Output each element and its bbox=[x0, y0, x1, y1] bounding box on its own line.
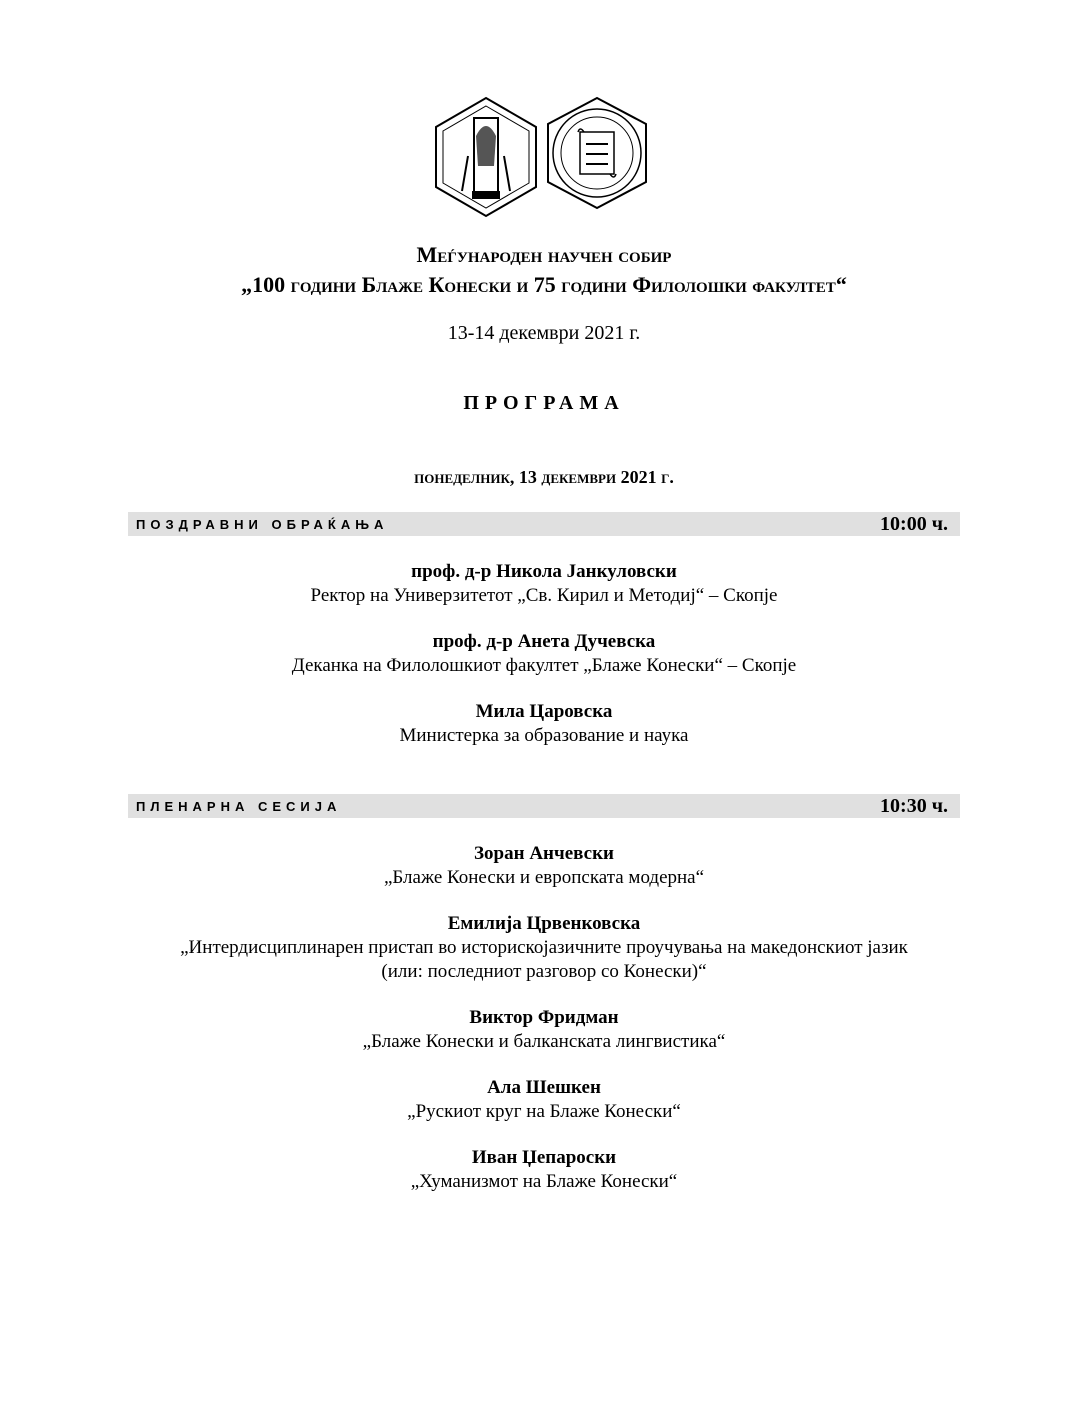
talk-title: „Рускиот круг на Блаже Конески“ bbox=[407, 1101, 681, 1122]
section-bar-plenary bbox=[128, 794, 960, 818]
plenary-entries bbox=[0, 842, 1088, 1216]
conference-title bbox=[0, 240, 1088, 300]
section-time: 10:00 ч. bbox=[880, 513, 948, 535]
talk-title: „Интердисциплинарен пристап во историскојазичните проучувања на македонскиот јазик bbox=[180, 937, 908, 958]
university-seal-logo bbox=[432, 96, 540, 218]
section-bar-greetings bbox=[128, 512, 960, 536]
talk-title: „Блаже Конески и балканската лингвистика“ bbox=[362, 1031, 726, 1052]
section-time: 10:30 ч. bbox=[880, 795, 948, 817]
speaker-name: Емилија Црвенковска bbox=[447, 913, 641, 934]
talk-title: „Блаже Конески и европската модерна“ bbox=[383, 867, 705, 888]
section-title: ПОЗДРАВНИ ОБРАЌАЊА bbox=[136, 517, 389, 532]
speaker-name: проф. д-р Никола Јанкуловски bbox=[411, 561, 677, 582]
faculty-seal-logo bbox=[544, 96, 650, 210]
speaker-name: Мила Царовска bbox=[475, 701, 613, 722]
section-title: ПЛЕНАРНА СЕСИЈА bbox=[136, 799, 342, 814]
greetings-entries bbox=[0, 560, 1088, 770]
speaker-name: Иван Џепароски bbox=[471, 1147, 617, 1168]
list-item bbox=[0, 912, 1088, 984]
speaker-name: Ала Шешкен bbox=[487, 1077, 601, 1098]
title-line-2: „100 години Блаже Конески и 75 години Филолошки факултет“ bbox=[241, 272, 847, 297]
speaker-name: Зоран Анчевски bbox=[474, 843, 614, 864]
speaker-role: Ректор на Универзитетот „Св. Кирил и Методиј“ – Скопје bbox=[310, 585, 778, 606]
list-item bbox=[0, 842, 1088, 890]
list-item bbox=[0, 1076, 1088, 1124]
list-item bbox=[0, 1146, 1088, 1194]
conference-dates: 13-14 декември 2021 г. bbox=[447, 322, 641, 344]
day-heading: понеделник, 13 декември 2021 г. bbox=[414, 467, 674, 487]
list-item bbox=[0, 1006, 1088, 1054]
list-item bbox=[0, 630, 1088, 678]
list-item bbox=[0, 560, 1088, 608]
speaker-role: Министерка за образование и наука bbox=[399, 725, 689, 746]
list-item bbox=[0, 700, 1088, 748]
program-label: ПРОГРАМА bbox=[463, 392, 625, 414]
talk-title: „Хуманизмот на Блаже Конески“ bbox=[410, 1171, 678, 1192]
title-line-1: Меѓународен научен собир bbox=[416, 242, 672, 267]
speaker-name: проф. д-р Анета Дучевска bbox=[432, 631, 656, 652]
speaker-name: Виктор Фридман bbox=[469, 1007, 619, 1028]
talk-title-continued: (или: последниот разговор со Конески)“ bbox=[381, 961, 707, 982]
logos-row bbox=[0, 96, 1088, 220]
speaker-role: Деканка на Филолошкиот факултет „Блаже Конески“ – Скопје bbox=[291, 655, 797, 676]
